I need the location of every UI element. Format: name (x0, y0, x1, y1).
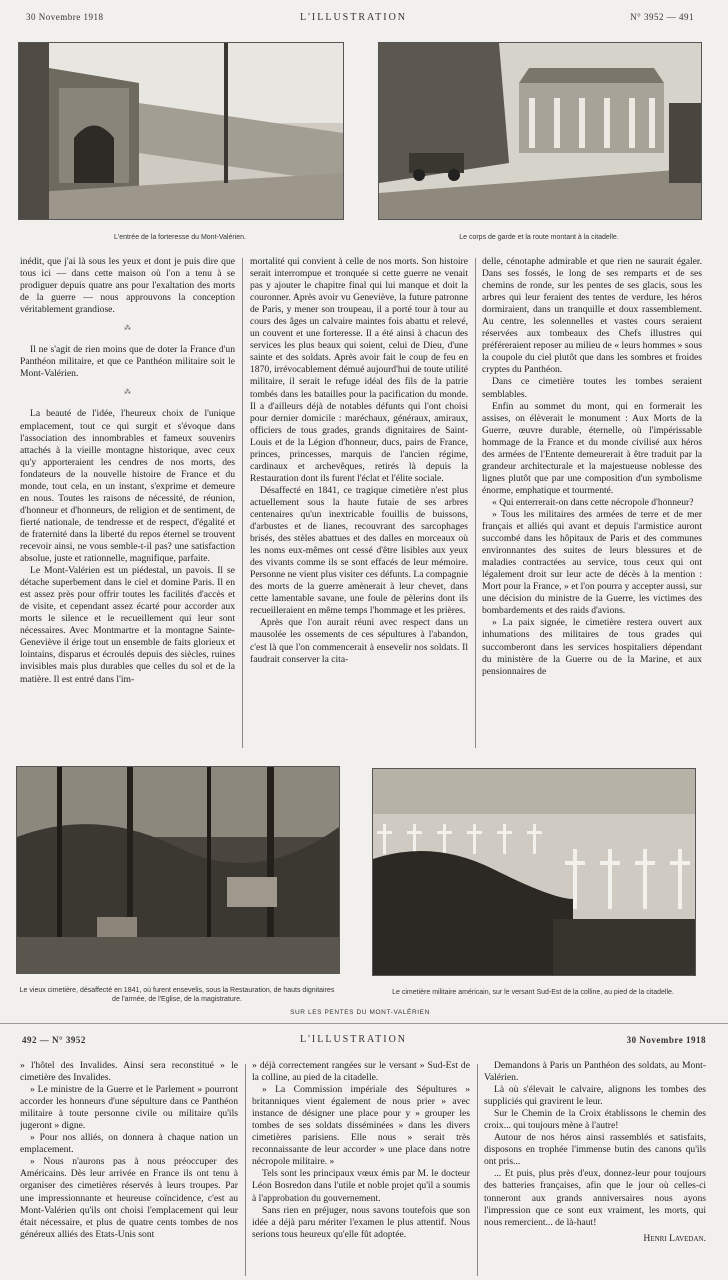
photo3-caption: Le vieux cimetière, désaffecté en 1841, où furent ensevelis, sous la Restauration, de hauts dignitaires de l'armée, de l'Eglise, de la magistrature. (19, 987, 335, 1003)
text-column-3 (484, 1060, 706, 1278)
paragraph: « Qui enterrerait-on dans cette nécropole d'honneur? (492, 496, 694, 508)
paragraph: Demandons à Paris un Panthéon des soldats, au Mont-Valérien. (484, 1060, 706, 1084)
paragraph: Sans rien en préjuger, nous savons toutefois que son idée a déjà paru mériter l'examen le plus attentif. Nous serions tous heureux qu'elle fût adoptée. (252, 1204, 470, 1240)
paragraph: Après que l'on aurait réuni avec respect dans un mausolée les ossements de ces sépultures à l'abandon, c'est là que l'on commencerait à ensevelir nos soldats. Il faudrait conserver la cita- (250, 617, 468, 665)
paragraph: inédit, que j'ai là sous les yeux et dont je puis dire que tous ici — dans cette maison où l'on a tenu à se prodiguer depuis quatre ans pour l'exaltation des morts de la guerre — nous approuvons la conception véritablement grandiose. (20, 256, 235, 316)
page-number: 492 — N° 3952 (22, 1035, 86, 1045)
paragraph: Tels sont les principaux vœux émis par M. le docteur Léon Bosredon dans l'utile et noble projet qu'il a soumis à l'approbation du gouvernement. (252, 1168, 470, 1204)
page-divider (0, 1023, 728, 1024)
text-column-1 (20, 256, 235, 750)
page-date: 30 Novembre 1918 (626, 1035, 706, 1045)
paragraph: » Le ministre de la Guerre et le Parlement » pourront accorder les honneurs d'une sépulture dans ce Panthéon militaire à toute personne civile ou militaire qu'ils jugeront » digne. (20, 1084, 238, 1132)
column-rule (477, 1064, 478, 1276)
page-number: N° 3952 — 491 (630, 12, 694, 22)
paragraph: mortalité qui convient à celle de nos morts. Son histoire serait interrompue et tronquée si cette guerre ne venait pas y ajouter le chapitre final qui lui manque et doit la couronner. Après avoir vu Geneviève, la future patronne de Paris, y mener son troupeau, il a porté tour à tour au cours des âges un calvaire maintes fois abattu et relevé, un couvent et une forteresse. Il a été ainsi à chacun des services les plus beaux qui soient, celui de Dieu, d'une sainte et des soldats. Après avoir fait le coup de feu en 1870, irrévocablement démué aujourd'hui de toute utilité militaire, il serait le refuge idéal des fils de la patrie tombés dans les batailles pour la pacification du monde. Il a d'ailleurs déjà de notables défunts qui l'ont choisi pour dernier domicile : maréchaux, généraux, amiraux, officiers de tous grades, grands dignitaires de Saint-Louis et de la Légion d'honneur, ducs, pairs de France, princes, princesses, marquis de l'ancien régime, cardinaux et archevêques, retirés là depuis la Restauration dont ils furent l'éclat et l'élite sociale. (250, 256, 468, 484)
paragraph: Dans ce cimetière toutes les tombes seraient semblables. (482, 376, 702, 400)
shared-caption: SUR LES PENTES DU MONT-VALÉRIEN (290, 1009, 430, 1016)
paragraph: Sur le Chemin de la Croix établissons le chemin des croix... qui toujours mène à l'autre! (484, 1108, 706, 1132)
paragraph: » Tous les militaires des armées de terre et de mer français et alliés qui avant et depuis l'armistice auront succombé dans les hôpitaux de Paris et des communes environnantes des suites de leurs blessures et de maladies contractées au service, tous ceux qui ont légalement droit sur leur acte de décès à la mention : Mort pour la France, » et l'on pourra y accepter aussi, sur une décision du ministre de la Guerre, les victimes des bombardements et des raids d'avions. (482, 508, 702, 617)
page-date: 30 Novembre 1918 (26, 12, 104, 22)
old-cemetery-photo (16, 766, 340, 974)
text-column-2 (250, 256, 468, 750)
separator: ⁂ (124, 388, 131, 397)
text-column-2 (252, 1060, 470, 1278)
photo4-caption: Le cimetière militaire américain, sur le versant Sud-Est de la colline, au pied de la citadelle. (392, 989, 674, 996)
paragraph: » déjà correctement rangées sur le versant » Sud-Est de la colline, au pied de la citadelle. (252, 1060, 470, 1084)
guardhouse-photo (378, 42, 702, 220)
paragraph: Là où s'élevait le calvaire, alignons les tombes des suppliciés qui gravirent le leur. (484, 1084, 706, 1108)
column-rule (242, 258, 243, 748)
paragraph: Il ne s'agit de rien moins que de doter la France d'un Panthéon militaire, et que ce Panthéon militaire soit le Mont-Valérien. (20, 344, 235, 380)
paragraph: delle, cénotaphe admirable et que rien ne saurait égaler. Dans ses fossés, le long de ses remparts et de ses chemins de ronde, sur les pentes de ses glacis, sous les arbres qui leur feraient des tentes de verdure, les héros dormiraient, dans un tranquille et doux rassemblement. Au centre, les solennelles et vastes cours seraient réservées aux tombeaux des Chefs illustres qui préféreraient reposer au milieu de « leurs hommes » sous la coupole du ciel plutôt que dans les sombres et froides cryptes du Panthéon. (482, 256, 702, 376)
paragraph: La beauté de l'idée, l'heureux choix de l'unique emplacement, tout ce qui surgit et s'évoque dans l'association des innombrables et fameux souvenirs attachés à la vieille montagne historique, avec ceux qu'y apporteraient les cendres de nos morts, des fondateurs de la nouvelle histoire de France et du monde, tout cela, en un instant, s'exprime et demeure en nous. Toutes les raisons de nécessité, de réunion, d'honneur et d'honneurs, de religion et de sentiment, de fierté nationale, de tendresse et de respect, d'égalité et de fraternité dans la liberté du repos éternel se trouvent recevoir ainsi, ne vous semble-t-il pas? une satisfaction absolue, juste et rationnelle, magnifique, parfaite. (20, 408, 235, 565)
paragraph: » Pour nos alliés, on donnera à chaque nation un emplacement. (20, 1132, 238, 1156)
text-column-3 (482, 256, 702, 750)
separator: ⁂ (124, 324, 131, 333)
fortress-entrance-photo (18, 42, 344, 220)
paragraph: » l'hôtel des Invalides. Ainsi sera reconstitué » le cimetière des Invalides. (20, 1060, 238, 1084)
paragraph: ... Et puis, plus près d'eux, donnez-leur pour toujours des batteries françaises, afin que le jour où celles-ci tonneront aux grands anniversaires nous ayons l'impression que ce sont eux vraiment, les morts, qui nous remercient... de là-haut! (484, 1168, 706, 1228)
author-signature: Henri Lavedan. (643, 1232, 706, 1244)
american-cemetery-photo (372, 768, 696, 976)
paragraph: Le Mont-Valérien est un piédestal, un pavois. Il se détache superbement dans le ciel et domine Paris. Il en est assez près pour offrir toutes les facilités d'accès et de visite, et cependant assez écarté pour accorder aux morts le silence et le recueillement qui leur sont nécessaires. Avec Montmartre et la montagne Sainte-Geneviève il érige tout un ensemble de faits glorieux et lointains, disparus et écroulés depuis des siècles, ruines invisibles mais plus durables que celles du sol et de la matière. Il est entré dans l'im- (20, 565, 235, 685)
text-column-1 (20, 1060, 238, 1278)
paragraph: Désaffecté en 1841, ce tragique cimetière n'est plus actuellement sous la haute futaie de ses arbres centenaires qu'un inextricable fouillis de buissons, d'arbustes et de lianes, recouvrant des sarcophages brisés, des stèles abattues et des dalles en morceaux où les noms eux-mêmes ont cessé d'être lisibles aux yeux des vivants comme ils se sont effacés de leur mémoire. Personne ne vient plus visiter ces défunts. La compagnie des morts de la guerre amènerait à leur chevet, dans cette lamentable savane, une foule de pèlerins dont ils recueilleraient en même temps l'hommage et les prières. (250, 484, 468, 617)
photo2-caption: Le corps de garde et la route montant à la citadelle. (459, 234, 619, 241)
paragraph: » Nous n'aurons pas à nous préoccuper des Américains. Dès leur arrivée en France ils ont tenu à organiser des cimetières réservés à leurs troupes. Par une impressionnante et heureuse coïncidence, c'est au Mont-Valérien qu'ils ont choisi l'emplacement qui leur était nécessaire, et plus de quatre cents tombes de nos généreux alliés des Etats-Unis sont (20, 1156, 238, 1240)
paragraph: Enfin au sommet du mont, qui en formerait les assises, on élèverait le monument : Aux Morts de la Guerre, œuvre durable, éternelle, où l'impérissable hommage de la France et du monde civilisé aux héros des armées de l'Entente demeurerait à être traduit par la grandeur architecturale et la majestueuse noblesse des lignes plutôt que par une composition d'un symbolisme énorme, emphatique et tourmenté. (482, 400, 702, 496)
paragraph: » La paix signée, le cimetière restera ouvert aux inhumations des militaires de tous grades qui succomberont dans les services hospitaliers dépendant du ministère de la Guerre ou de la Marine, et aux pensionnaires de (482, 617, 702, 677)
photo1-caption: L'entrée de la forteresse du Mont-Valérien. (114, 234, 246, 241)
paragraph: » La Commission impériale des Sépultures » britanniques vient également de nous prier » avec instance de désigner une place pour y » grouper les tombes de ses soldats disséminées » dans les divers cimetières parisiens. Elle nous » serait très reconnaissante de leur accorder » une place dans notre nécropole militaire. » (252, 1084, 470, 1168)
paragraph: Autour de nos héros ainsi rassemblés et satisfaits, disposons en trophée l'immense butin des canons qu'ils ont pris... (484, 1132, 706, 1168)
column-rule (475, 258, 476, 748)
column-rule (245, 1064, 246, 1276)
magazine-title: L'ILLUSTRATION (300, 1034, 408, 1045)
magazine-title: L'ILLUSTRATION (300, 12, 408, 23)
page-492 (0, 1020, 728, 1280)
